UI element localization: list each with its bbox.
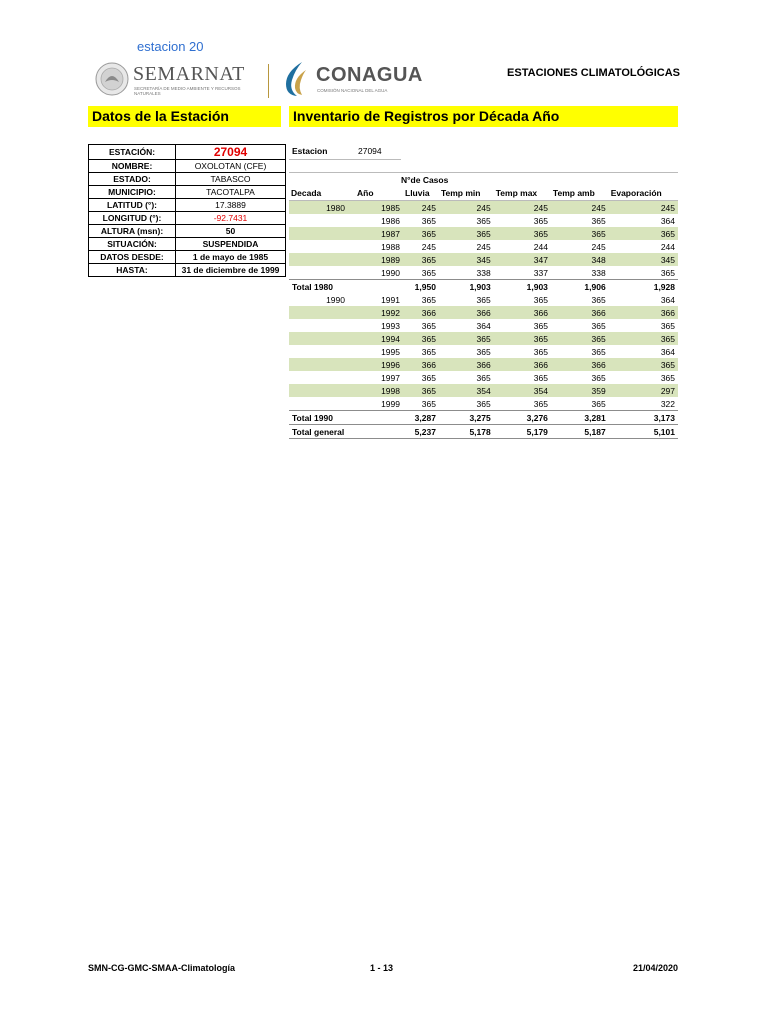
- value-cell: 366: [403, 358, 439, 371]
- value-cell: 365: [476, 215, 491, 226]
- total-label: Total 1990: [289, 411, 403, 425]
- section-header-station: Datos de la Estación: [88, 106, 281, 127]
- value-cell: 366: [439, 358, 494, 371]
- value-cell: 366: [494, 306, 551, 319]
- value-cell: 359: [551, 384, 609, 397]
- column-header: Temp amb: [551, 186, 609, 201]
- value-cell: 365: [476, 398, 491, 409]
- column-header: Temp max: [494, 186, 551, 201]
- value-cell: 244: [533, 241, 548, 252]
- value-cell: 365: [439, 227, 494, 240]
- station-row: [89, 199, 286, 212]
- table-row: [289, 201, 678, 215]
- value-cell: 1,906: [551, 280, 609, 294]
- subtotal-row: [289, 280, 678, 294]
- station-label: estacion 20: [137, 39, 204, 54]
- value-cell: 337: [533, 267, 548, 278]
- value-cell: 365: [403, 384, 439, 397]
- decade-cell: [289, 266, 355, 280]
- value-cell: 365: [660, 372, 675, 383]
- value-cell: 365: [591, 215, 606, 226]
- inventory-station-label: Estacion: [292, 146, 328, 156]
- value-cell: 245: [609, 201, 678, 215]
- value-cell: 245: [421, 241, 436, 252]
- value-cell: 365: [533, 215, 548, 226]
- year-cell: 1994: [355, 332, 403, 345]
- table-row: [289, 253, 678, 266]
- value-cell: 365: [591, 294, 606, 305]
- value-cell: 245: [403, 201, 439, 215]
- value-cell: 365: [591, 320, 606, 331]
- value-cell: 365: [660, 267, 675, 278]
- value-cell: 5,101: [609, 425, 678, 439]
- value-cell: 365: [421, 372, 436, 383]
- year-cell: 1990: [381, 267, 400, 278]
- year-cell: 1988: [381, 241, 400, 252]
- station-field-label: LONGITUD (°):: [89, 212, 176, 225]
- value-cell: 338: [476, 267, 491, 278]
- station-field-label: ESTACIÓN:: [89, 145, 176, 160]
- value-cell: 5,179: [494, 425, 551, 439]
- value-cell: 365: [421, 346, 436, 357]
- value-cell: 365: [421, 294, 436, 305]
- conagua-subtitle: COMISIÓN NACIONAL DEL AGUA: [317, 88, 388, 93]
- value-cell: 245: [476, 241, 491, 252]
- station-field-label: ALTURA (msn):: [89, 225, 176, 238]
- table-row: [289, 371, 678, 384]
- value-cell: 365: [421, 398, 436, 409]
- value-cell: 3,276: [494, 411, 551, 425]
- value-cell: 366: [551, 358, 609, 371]
- station-row: [89, 186, 286, 199]
- year-cell: 1997: [381, 372, 400, 383]
- value-cell: 338: [591, 267, 606, 278]
- decade-cell: 1990: [326, 294, 345, 305]
- page-title: ESTACIONES CLIMATOLÓGICAS: [507, 67, 680, 79]
- value-cell: 1,903: [494, 280, 551, 294]
- semarnat-logo: [95, 60, 260, 100]
- value-cell: 365: [494, 227, 551, 240]
- value-cell: 365: [591, 398, 606, 409]
- eagle-seal-icon: [95, 62, 129, 96]
- value-cell: 366: [439, 306, 494, 319]
- column-header: Lluvia: [403, 186, 439, 201]
- value-cell: 348: [551, 253, 609, 266]
- conagua-wordmark: CONAGUA: [316, 64, 423, 86]
- column-header: Temp min: [439, 186, 494, 201]
- value-cell: 365: [533, 294, 548, 305]
- value-cell: 365: [609, 358, 678, 371]
- value-cell: 1,950: [403, 280, 439, 294]
- value-cell: 365: [551, 227, 609, 240]
- value-cell: 347: [494, 253, 551, 266]
- value-cell: 245: [591, 241, 606, 252]
- decade-cell: [289, 384, 355, 397]
- value-cell: 365: [421, 320, 436, 331]
- decade-cell: [289, 345, 355, 358]
- station-field-value: 17.3889: [176, 199, 286, 212]
- station-row: [89, 145, 286, 160]
- decade-cell: [289, 253, 355, 266]
- station-field-label: LATITUD (°):: [89, 199, 176, 212]
- inventory-station-value: 27094: [358, 146, 382, 156]
- table-row: [289, 214, 678, 227]
- value-cell: 245: [439, 201, 494, 215]
- table-row: [289, 266, 678, 280]
- divider: [289, 172, 678, 173]
- table-row: [289, 345, 678, 358]
- value-cell: 322: [660, 398, 675, 409]
- year-cell: 1999: [381, 398, 400, 409]
- decade-cell: [289, 227, 355, 240]
- value-cell: 1,928: [609, 280, 678, 294]
- footer-date: 21/04/2020: [632, 963, 678, 973]
- decade-cell: [289, 319, 355, 332]
- value-cell: 365: [421, 267, 436, 278]
- footer-document-code: SMN-CG-GMC-SMAA-Climatología: [88, 963, 235, 973]
- table-row: [289, 358, 678, 371]
- grand-total-row: [289, 425, 678, 439]
- decade-cell: [289, 240, 355, 253]
- year-cell: 1986: [381, 215, 400, 226]
- semarnat-wordmark: SEMARNAT: [133, 63, 245, 85]
- value-cell: 365: [609, 332, 678, 345]
- station-row: [89, 251, 286, 264]
- value-cell: 365: [533, 398, 548, 409]
- year-cell: 1992: [355, 306, 403, 319]
- section-header-inventory: Inventario de Registros por Década Año: [289, 106, 678, 127]
- value-cell: 364: [660, 215, 675, 226]
- value-cell: 365: [609, 227, 678, 240]
- station-data-table: [88, 144, 286, 277]
- value-cell: 1,903: [439, 280, 494, 294]
- value-cell: 365: [421, 215, 436, 226]
- station-field-value: 31 de diciembre de 1999: [176, 264, 286, 277]
- column-header: Evaporación: [609, 186, 678, 201]
- station-row: [89, 160, 286, 173]
- value-cell: 365: [533, 346, 548, 357]
- column-header: Decada: [289, 186, 355, 201]
- station-field-value: SUSPENDIDA: [176, 238, 286, 251]
- value-cell: 365: [403, 227, 439, 240]
- decade-cell: [289, 214, 355, 227]
- value-cell: 364: [660, 346, 675, 357]
- table-row: [289, 240, 678, 253]
- station-field-label: SITUACIÓN:: [89, 238, 176, 251]
- station-row: [89, 173, 286, 186]
- value-cell: 366: [494, 358, 551, 371]
- year-cell: 1987: [355, 227, 403, 240]
- value-cell: 365: [533, 320, 548, 331]
- value-cell: 365: [476, 372, 491, 383]
- value-cell: 365: [403, 253, 439, 266]
- inventory-table: [289, 186, 678, 439]
- year-cell: 1998: [355, 384, 403, 397]
- value-cell: 245: [494, 201, 551, 215]
- value-cell: 366: [551, 306, 609, 319]
- station-field-label: MUNICIPIO:: [89, 186, 176, 199]
- value-cell: 5,237: [403, 425, 439, 439]
- station-row: [89, 264, 286, 277]
- value-cell: 345: [609, 253, 678, 266]
- value-cell: 365: [591, 346, 606, 357]
- value-cell: 365: [403, 332, 439, 345]
- table-row: [289, 306, 678, 319]
- table-row: [289, 384, 678, 397]
- station-field-label: NOMBRE:: [89, 160, 176, 173]
- decade-cell: 1980: [289, 201, 355, 215]
- footer-page-number: 1 - 13: [370, 963, 394, 973]
- station-field-label: DATOS DESDE:: [89, 251, 176, 264]
- value-cell: 297: [609, 384, 678, 397]
- semarnat-subtitle: SECRETARÍA DE MEDIO AMBIENTE Y RECURSOS NATURALES: [134, 86, 241, 96]
- value-cell: 365: [439, 332, 494, 345]
- value-cell: 365: [476, 294, 491, 305]
- station-field-value: 27094: [176, 145, 286, 160]
- value-cell: 5,178: [439, 425, 494, 439]
- value-cell: 354: [494, 384, 551, 397]
- value-cell: 5,187: [551, 425, 609, 439]
- total-label: Total 1980: [289, 280, 403, 294]
- cases-label: N°de Casos: [401, 175, 449, 185]
- station-field-value: 50: [176, 225, 286, 238]
- year-cell: 1985: [355, 201, 403, 215]
- value-cell: 245: [551, 201, 609, 215]
- value-cell: 365: [660, 320, 675, 331]
- year-cell: 1996: [355, 358, 403, 371]
- table-row: [289, 397, 678, 411]
- value-cell: 3,287: [403, 411, 439, 425]
- value-cell: 365: [591, 372, 606, 383]
- total-label: Total general: [289, 425, 403, 439]
- value-cell: 365: [551, 332, 609, 345]
- subtotal-row: [289, 411, 678, 425]
- table-row: [289, 319, 678, 332]
- station-field-label: ESTADO:: [89, 173, 176, 186]
- station-row: [89, 238, 286, 251]
- station-field-value: 1 de mayo de 1985: [176, 251, 286, 264]
- decade-cell: [289, 397, 355, 411]
- station-field-value: TACOTALPA: [176, 186, 286, 199]
- year-cell: 1995: [381, 346, 400, 357]
- station-field-value: -92.7431: [176, 212, 286, 225]
- table-row: [289, 227, 678, 240]
- value-cell: 354: [439, 384, 494, 397]
- station-row: [89, 225, 286, 238]
- value-cell: 3,275: [439, 411, 494, 425]
- station-field-value: OXOLOTAN (CFE): [176, 160, 286, 173]
- year-cell: 1991: [381, 294, 400, 305]
- table-row: [289, 293, 678, 306]
- value-cell: 364: [660, 294, 675, 305]
- divider: [289, 159, 401, 160]
- value-cell: 366: [403, 306, 439, 319]
- value-cell: 3,173: [609, 411, 678, 425]
- value-cell: 365: [476, 346, 491, 357]
- station-field-value: TABASCO: [176, 173, 286, 186]
- year-cell: 1993: [381, 320, 400, 331]
- year-cell: 1989: [355, 253, 403, 266]
- value-cell: 365: [533, 372, 548, 383]
- water-drop-icon: [280, 60, 312, 98]
- value-cell: 364: [476, 320, 491, 331]
- table-row: [289, 332, 678, 345]
- conagua-logo: [280, 60, 440, 100]
- logo-divider: [268, 64, 269, 98]
- station-field-label: HASTA:: [89, 264, 176, 277]
- station-row: [89, 212, 286, 225]
- value-cell: 244: [660, 241, 675, 252]
- column-header: Año: [355, 186, 403, 201]
- decade-cell: [289, 371, 355, 384]
- decade-cell: [289, 306, 355, 319]
- value-cell: 3,281: [551, 411, 609, 425]
- value-cell: 366: [609, 306, 678, 319]
- decade-cell: [289, 358, 355, 371]
- decade-cell: [289, 332, 355, 345]
- value-cell: 345: [439, 253, 494, 266]
- value-cell: 365: [494, 332, 551, 345]
